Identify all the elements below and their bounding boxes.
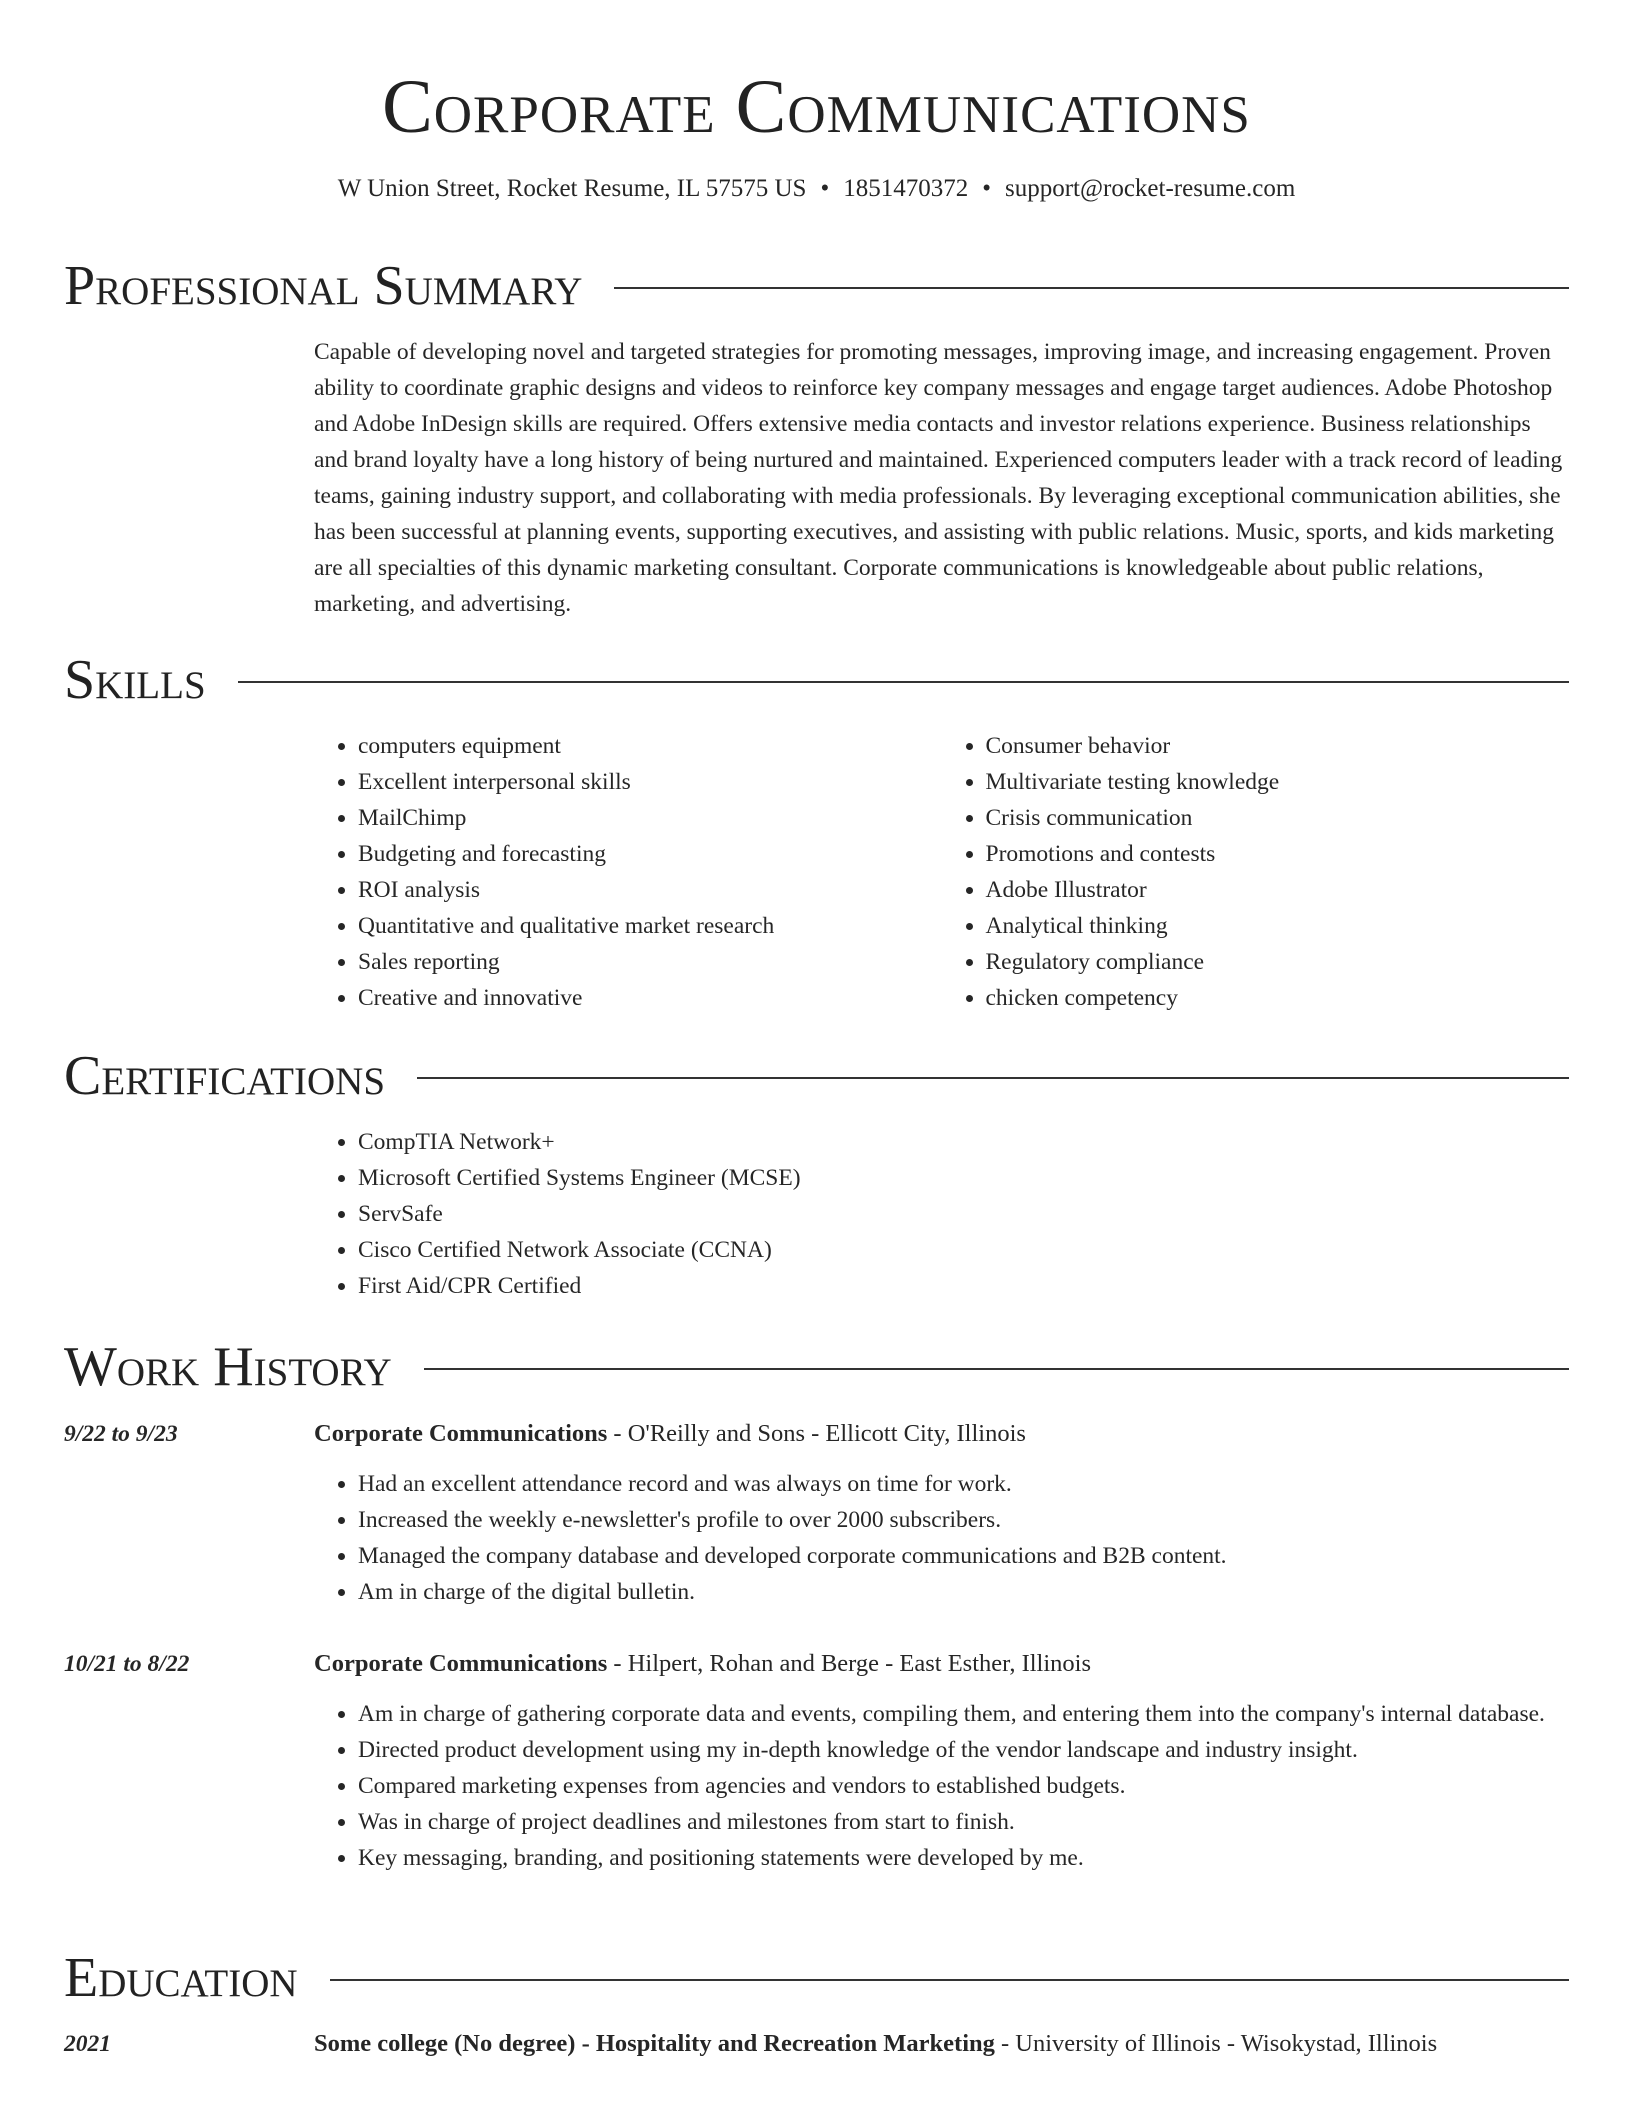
section-divider	[238, 681, 1569, 683]
job-title: Corporate Communications	[314, 1420, 608, 1447]
education-heading: Education	[64, 1947, 298, 2009]
certification-item: • CompTIA Network+	[358, 1124, 1569, 1160]
contact-separator: •	[820, 175, 830, 202]
skill-item: • Quantitative and qualitative market research	[358, 908, 942, 944]
education-line	[314, 2026, 1569, 2062]
job-bullets	[314, 1696, 1569, 1876]
job-details: - Hilpert, Rohan and Berge - East Esther, Illinois	[607, 1650, 1091, 1677]
skill-item: • Excellent interpersonal skills	[358, 764, 942, 800]
skills-list-right	[942, 728, 1570, 1016]
job-bullet: • Compared marketing expenses from agencies and vendors to established budgets.	[358, 1768, 1569, 1804]
certifications-section-header	[64, 1044, 1569, 1108]
skills-list-left	[314, 728, 942, 1016]
job-bullet: • Had an excellent attendance record and was always on time for work.	[358, 1466, 1569, 1502]
education-degree: Some college (No degree) - Hospitality and Recreation Marketing	[314, 2030, 995, 2057]
job-title-line	[314, 1646, 1569, 1682]
contact-line	[64, 172, 1569, 206]
skill-item: • chicken competency	[986, 980, 1570, 1016]
job-bullet: • Am in charge of gathering corporate data and events, compiling them, and entering them into the company's internal database.	[358, 1696, 1569, 1732]
skill-item: • Budgeting and forecasting	[358, 836, 942, 872]
section-divider	[330, 1979, 1569, 1981]
section-divider	[614, 287, 1569, 289]
skill-item: • Analytical thinking	[986, 908, 1570, 944]
education-year: 2021	[64, 2031, 111, 2057]
job-entry	[314, 1416, 1569, 1610]
summary-text: Capable of developing novel and targeted strategies for promoting messages, improving image, and increasing engagement. Proven ability to coordinate graphic designs and videos to reinforce key company messages and engage target audiences. Adobe Photoshop and Adobe InDesign skills are required. Offers extensive media contacts and investor relations experience. Business relationships and brand loyalty have a long history of being nurtured and maintained. Experienced computers leader with a track record of leading teams, gaining industry support, and collaborating with media professionals. By leveraging exceptional communication abilities, she has been successful at planning events, supporting executives, and assisting with public relations. Music, sports, and kids marketing are all specialties of this dynamic marketing consultant. Corporate communications is knowledgeable about public relations, marketing, and advertising.	[314, 339, 1563, 617]
skill-item: • Adobe Illustrator	[986, 872, 1570, 908]
certifications-heading: Certifications	[64, 1045, 386, 1107]
skills-grid	[314, 728, 1569, 1016]
summary-heading: Professional Summary	[64, 255, 583, 317]
skill-item: • Creative and innovative	[358, 980, 942, 1016]
job-title: Corporate Communications	[314, 1650, 608, 1677]
job-bullet: • Am in charge of the digital bulletin.	[358, 1574, 1569, 1610]
job-dates: 10/21 to 8/22	[64, 1651, 190, 1677]
skill-item: • Regulatory compliance	[986, 944, 1570, 980]
job-dates: 9/22 to 9/23	[64, 1421, 178, 1447]
section-divider	[424, 1368, 1569, 1370]
skills-body	[314, 728, 1569, 1016]
contact-separator: •	[982, 175, 991, 202]
job-bullet: • Was in charge of project deadlines and milestones from start to finish.	[358, 1804, 1569, 1840]
skill-item: • Sales reporting	[358, 944, 942, 980]
job-bullet: • Increased the weekly e-newsletter's profile to over 2000 subscribers.	[358, 1502, 1569, 1538]
certification-item: • Cisco Certified Network Associate (CCNA)	[358, 1232, 1569, 1268]
job-title-line	[314, 1416, 1569, 1452]
work-section-header	[64, 1335, 1569, 1399]
contact-email[interactable]: support@rocket-resume.com	[1004, 175, 1296, 202]
job-bullet: • Key messaging, branding, and positioning statements were developed by me.	[358, 1840, 1569, 1876]
section-divider	[417, 1077, 1569, 1079]
summary-body	[314, 334, 1569, 622]
job-bullets	[314, 1466, 1569, 1610]
education-school: - University of Illinois - Wisokystad, Illinois	[994, 2030, 1438, 2057]
summary-section-header	[64, 254, 1569, 318]
skill-item: • MailChimp	[358, 800, 942, 836]
skill-item: • computers equipment	[358, 728, 942, 764]
skills-section-header	[64, 648, 1569, 712]
certification-item: • First Aid/CPR Certified	[358, 1268, 1569, 1304]
skills-heading: Skills	[64, 649, 206, 711]
resume-name: Corporate Communications	[382, 65, 1251, 149]
job-entry	[314, 1646, 1569, 1876]
work-heading: Work History	[64, 1336, 392, 1398]
certification-item: • Microsoft Certified Systems Engineer (MCSE)	[358, 1160, 1569, 1196]
job-bullet: • Managed the company database and developed corporate communications and B2B content.	[358, 1538, 1569, 1574]
certifications-body	[314, 1124, 1569, 1304]
job-bullet: • Directed product development using my in-depth knowledge of the vendor landscape and industry insight.	[358, 1732, 1569, 1768]
contact-phone: 1851470372	[843, 175, 969, 202]
skill-item: • Crisis communication	[986, 800, 1570, 836]
education-entry	[314, 2026, 1569, 2076]
skill-item: • Promotions and contests	[986, 836, 1570, 872]
skill-item: • ROI analysis	[358, 872, 942, 908]
education-section-header	[64, 1946, 1569, 2010]
skill-item: • Multivariate testing knowledge	[986, 764, 1570, 800]
certifications-list	[314, 1124, 1569, 1304]
job-details: - O'Reilly and Sons - Ellicott City, Illinois	[607, 1420, 1026, 1447]
skill-item: • Consumer behavior	[986, 728, 1570, 764]
contact-address: W Union Street, Rocket Resume, IL 57575 US	[337, 175, 807, 202]
certification-item: • ServSafe	[358, 1196, 1569, 1232]
